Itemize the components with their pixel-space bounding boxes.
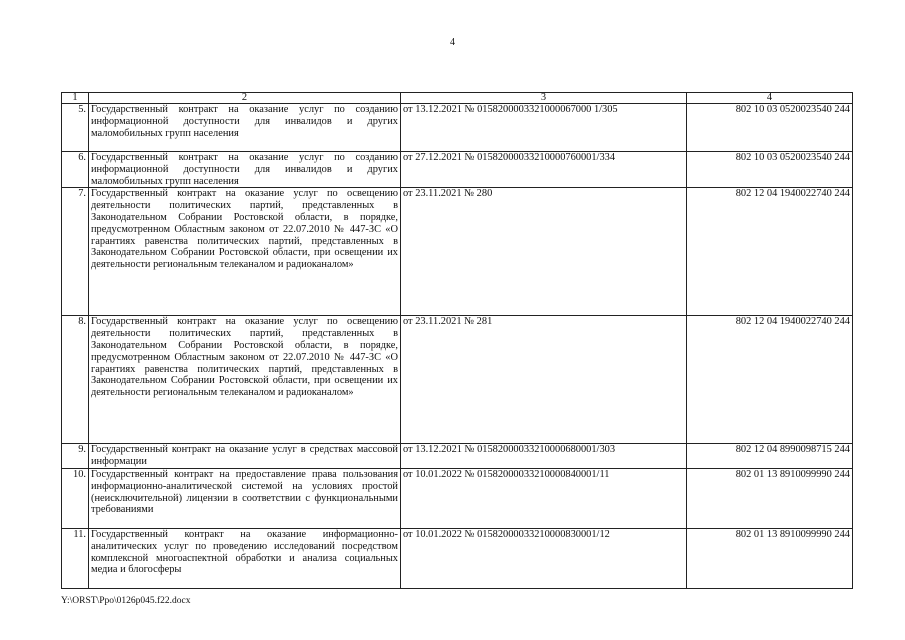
row-budget-code: 802 10 03 0520023540 244 <box>687 152 853 188</box>
row-contract: от 23.11.2021 № 280 <box>401 188 687 316</box>
table-row <box>62 188 853 316</box>
row-contract: от 10.01.2022 № 01582000033210000830001/12 <box>401 528 687 588</box>
row-contract: от 10.01.2022 № 01582000033210000840001/11 <box>401 468 687 528</box>
page-number: 4 <box>450 37 455 48</box>
row-description: Государственный контракт на оказание услуг по освещению деятельности политических партий, представленных в Законодательном Собрании Ростовской области, в порядке, предусмотренном Областным законом от 22.07.2010 № 447-ЗС «О гарантиях равенства политических партий, представленных в Законодательном Собрании Ростовской области, при освещении их деятельности региональным телеканалом и радиоканалом» <box>89 188 401 316</box>
column-header-3: 3 <box>401 93 687 104</box>
row-budget-code: 802 12 04 8990098715 244 <box>687 444 853 469</box>
table-row <box>62 104 853 152</box>
row-number: 5. <box>62 104 89 152</box>
table-row <box>62 316 853 444</box>
table-row <box>62 444 853 469</box>
table-row <box>62 528 853 588</box>
table-row <box>62 152 853 188</box>
row-description: Государственный контракт на оказание информационно-аналитических услуг по проведению исследований посредством комплексной многоаспектной обработки и анализа социальных медиа и блогосферы <box>89 528 401 588</box>
footer-file-path: Y:\ORST\Ppo\0126p045.f22.docx <box>61 596 191 606</box>
row-budget-code: 802 12 04 1940022740 244 <box>687 316 853 444</box>
row-description: Государственный контракт на оказание услуг в средствах массовой информации <box>89 444 401 469</box>
row-budget-code: 802 01 13 8910099990 244 <box>687 468 853 528</box>
row-contract: от 27.12.2021 № 01582000033210000760001/334 <box>401 152 687 188</box>
row-budget-code: 802 01 13 8910099990 244 <box>687 528 853 588</box>
row-number: 9. <box>62 444 89 469</box>
row-description: Государственный контракт на оказание услуг по созданию информационной доступности для инвалидов и других маломобильных групп населения <box>89 104 401 152</box>
row-contract: от 13.12.2021 № 0158200003321000067000 1/305 <box>401 104 687 152</box>
column-header-1: 1 <box>62 93 89 104</box>
table-header-row <box>62 93 853 104</box>
row-contract: от 13.12.2021 № 01582000033210000680001/303 <box>401 444 687 469</box>
column-header-4: 4 <box>687 93 853 104</box>
contracts-table <box>61 92 853 589</box>
row-number: 7. <box>62 188 89 316</box>
row-description: Государственный контракт на оказание услуг по освещению деятельности политических партий, представленных в Законодательном Собрании Ростовской области, в порядке, предусмотренном Областным законом от 22.07.2010 № 447-ЗС «О гарантиях равенства политических партий, представленных в Законодательном Собрании Ростовской области, при освещении их деятельности региональным телеканалом и радиоканалом» <box>89 316 401 444</box>
table-row <box>62 468 853 528</box>
row-budget-code: 802 12 04 1940022740 244 <box>687 188 853 316</box>
row-description: Государственный контракт на предоставление права пользования информационно-аналитической системой на условиях простой (неисключительной) лицензии в соответствии с функциональными требованиями <box>89 468 401 528</box>
row-number: 8. <box>62 316 89 444</box>
row-budget-code: 802 10 03 0520023540 244 <box>687 104 853 152</box>
row-number: 11. <box>62 528 89 588</box>
row-number: 10. <box>62 468 89 528</box>
row-description: Государственный контракт на оказание услуг по созданию информационной доступности для инвалидов и других маломобильных групп населения <box>89 152 401 188</box>
row-contract: от 23.11.2021 № 281 <box>401 316 687 444</box>
column-header-2: 2 <box>89 93 401 104</box>
row-number: 6. <box>62 152 89 188</box>
